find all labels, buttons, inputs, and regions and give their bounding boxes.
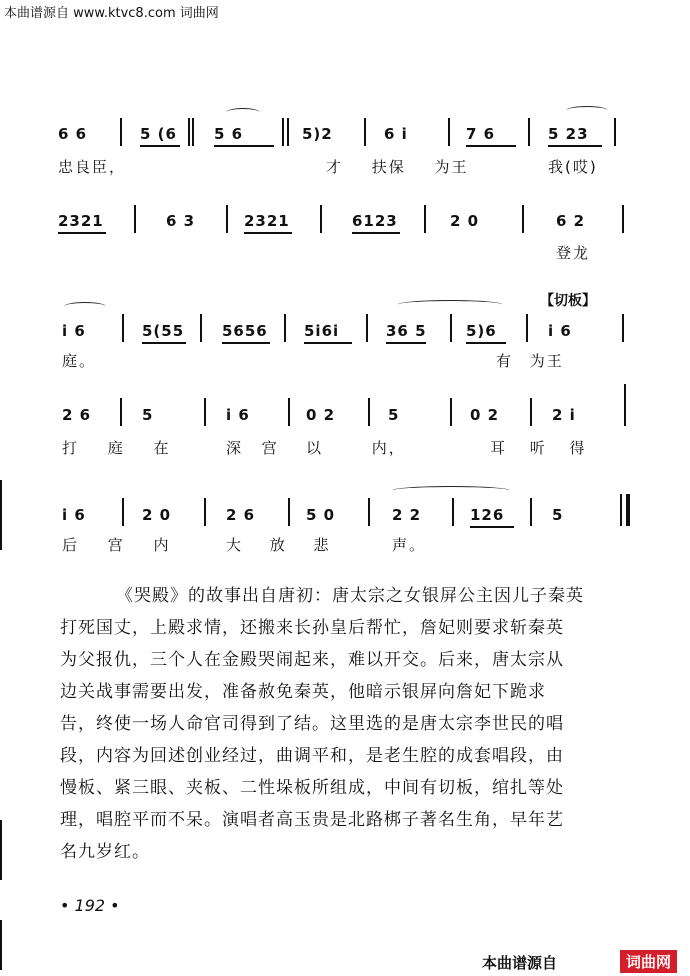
note-group: 6 i: [384, 125, 408, 143]
note-group: 126: [470, 506, 505, 524]
paragraph-line: 边关战事需要出发，准备赦免秦英，他暗示银屏向詹妃下跪求: [60, 682, 546, 702]
note-group: 5)2: [302, 125, 333, 143]
note-group: 5)6: [466, 322, 497, 340]
underline-beat: [140, 145, 180, 147]
lyric-text: 声。: [392, 536, 427, 554]
bar-line: [368, 498, 370, 526]
bar-line: [424, 205, 426, 233]
note-group: 5 0: [306, 506, 336, 524]
bar-line: [204, 498, 206, 526]
lyric-text: 才 扶保 为王: [326, 158, 469, 176]
note-group: 5: [142, 406, 154, 424]
note-group: 6123: [352, 212, 398, 230]
note-group: 0 2: [470, 406, 500, 424]
tie-arc: [398, 300, 502, 309]
bar-line: [526, 314, 528, 342]
note-group: i 6: [62, 322, 86, 340]
note-group: 0 2: [306, 406, 336, 424]
note-group: i 6: [226, 406, 250, 424]
underline-beat: [548, 145, 602, 147]
tie-arc: [64, 302, 106, 311]
lyric-text: 庭。: [62, 352, 97, 370]
note-group: 2321: [58, 212, 104, 230]
note-group: 2321: [244, 212, 290, 230]
page-border-mark: [0, 820, 2, 880]
bar-line: [288, 498, 290, 526]
bar-line: [122, 314, 124, 342]
lyric-text: 忠良臣，: [58, 158, 127, 176]
lyric-text: 后 宫 内: [62, 536, 171, 554]
note-group: 2 0: [450, 212, 480, 230]
note-group: 5(55: [142, 322, 185, 340]
bar-line: [450, 398, 452, 426]
paragraph-line: 打死国丈，上殿求情，还搬来长孙皇后帮忙，詹妃则要求斩秦英: [60, 618, 564, 638]
bar-line: [622, 314, 624, 342]
note-group: 7 6: [466, 125, 496, 143]
page-border-mark: [0, 480, 2, 550]
bar-line: [364, 118, 366, 146]
page-border-mark: [0, 920, 2, 970]
underline-beat: [304, 342, 352, 344]
page-number: • 192 •: [60, 896, 120, 915]
note-group: 2 6: [226, 506, 256, 524]
bar-line: [226, 205, 228, 233]
bar-line: [452, 498, 454, 526]
bar-line: [200, 314, 202, 342]
lyric-text: 大 放 悲: [226, 536, 331, 554]
note-group: 5 23: [548, 125, 589, 143]
underline-beat: [470, 526, 514, 528]
bar-line: [522, 205, 524, 233]
bar-line: [134, 205, 136, 233]
note-group: 36 5: [386, 322, 427, 340]
bar-line: [120, 118, 122, 146]
note-group: 5656: [222, 322, 268, 340]
bar-line: [284, 314, 286, 342]
lyric-text: 我(哎): [548, 158, 598, 176]
footer-source-text: 本曲谱源自: [482, 954, 558, 972]
underline-beat: [386, 342, 426, 344]
note-group: 6 6: [58, 125, 88, 143]
bar-line: [366, 314, 368, 342]
bar-line: [622, 205, 624, 233]
underline-beat: [352, 232, 400, 234]
tie-arc: [392, 486, 510, 495]
underline-beat: [214, 145, 274, 147]
paragraph-line: 理，唱腔平而不呆。演唱者高玉贵是北路梆子著名生角，早年艺: [60, 810, 564, 830]
lyric-text: 耳 听 得: [490, 439, 587, 457]
note-group: 6 2: [556, 212, 586, 230]
note-group: 5 6: [214, 125, 244, 143]
bar-line: [368, 398, 370, 426]
bar-line: [122, 498, 124, 526]
bar-line: [530, 498, 532, 526]
note-group: 5i6i: [304, 322, 340, 340]
description-paragraph: [60, 580, 640, 868]
final-bar-line: [626, 494, 630, 526]
paragraph-line: 名九岁红。: [60, 842, 150, 862]
bar-line: [188, 118, 190, 146]
paragraph-line: 慢板、紧三眼、夹板、二性垛板所组成，中间有切板，绾扎等处: [60, 778, 564, 798]
lyric-text: 以 内，: [306, 439, 406, 457]
lyric-text: 深 宫: [226, 439, 279, 457]
note-group: 5: [388, 406, 400, 424]
bar-line: [448, 118, 450, 146]
lyric-text: 有 为王: [496, 352, 564, 370]
bar-line: [614, 118, 616, 146]
paragraph-line: 为父报仇，三个人在金殿哭闹起来，难以开交。后来，唐太宗从: [60, 650, 564, 670]
header-watermark: 本曲谱源自 www.ktvc8.com 词曲网: [4, 6, 219, 21]
note-group: 2 6: [62, 406, 92, 424]
bar-line: [320, 205, 322, 233]
lyric-text: 打 庭 在: [62, 439, 171, 457]
note-group: 2 i: [552, 406, 576, 424]
note-group: 6 3: [166, 212, 196, 230]
note-group: 2 0: [142, 506, 172, 524]
tie-arc: [226, 108, 260, 117]
bar-line: [624, 384, 626, 426]
bar-line: [282, 118, 284, 146]
tie-arc: [566, 106, 608, 115]
paragraph-line: 段，内容为回述创业经过，曲调平和，是老生腔的成套唱段，由: [60, 746, 564, 766]
note-group: i 6: [548, 322, 572, 340]
section-annotation: 【切板】: [540, 293, 596, 309]
underline-beat: [222, 342, 270, 344]
note-group: i 6: [62, 506, 86, 524]
bar-line: [530, 398, 532, 426]
bar-line: [287, 118, 289, 146]
paragraph-line: 告，终使一场人命官司得到了结。这里选的是唐太宗李世民的唱: [60, 714, 564, 734]
bar-line: [620, 494, 622, 526]
lyric-text: 登龙: [556, 244, 591, 262]
bar-line: [288, 398, 290, 426]
footer-site-badge[interactable]: 词曲网: [620, 950, 677, 973]
bar-line: [192, 118, 194, 146]
underline-beat: [466, 145, 516, 147]
underline-beat: [466, 342, 506, 344]
bar-line: [450, 314, 452, 342]
paragraph-line: 《哭殿》的故事出自唐初：唐太宗之女银屏公主因儿子秦英: [116, 586, 584, 606]
bar-line: [204, 398, 206, 426]
bar-line: [120, 398, 122, 426]
note-group: 2 2: [392, 506, 422, 524]
underline-beat: [142, 342, 186, 344]
bar-line: [528, 118, 530, 146]
underline-beat: [58, 232, 106, 234]
note-group: 5: [552, 506, 564, 524]
note-group: 5 (6: [140, 125, 177, 143]
underline-beat: [244, 232, 292, 234]
